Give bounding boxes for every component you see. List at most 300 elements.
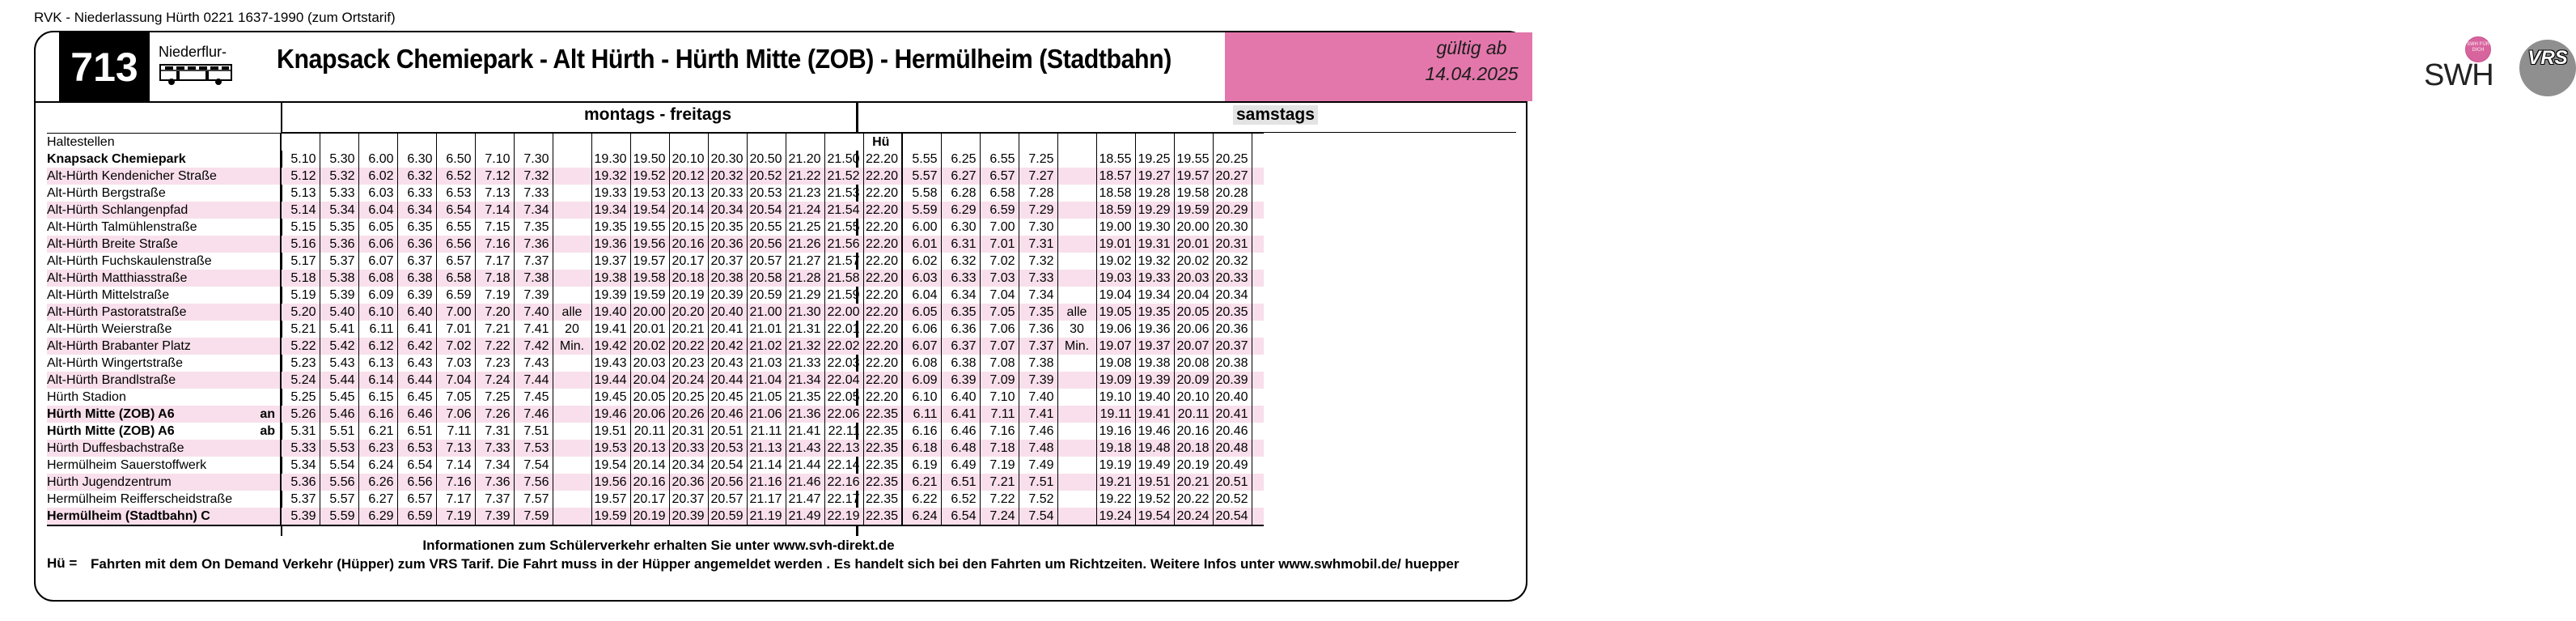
departure-time: 6.05 — [902, 304, 941, 321]
departure-time: 22.20 — [863, 168, 902, 185]
departure-time: 19.32 — [1135, 253, 1174, 270]
departure-time: 5.59 — [902, 202, 941, 219]
departure-time: 7.44 — [514, 372, 553, 389]
departure-time: 6.32 — [397, 168, 436, 185]
interval-note — [553, 270, 591, 287]
departure-time: 6.41 — [941, 406, 980, 423]
departure-time: 7.01 — [436, 321, 475, 338]
header-cell — [708, 134, 747, 151]
departure-time: 20.46 — [1213, 423, 1252, 440]
departure-time: 6.29 — [941, 202, 980, 219]
interval-note — [553, 287, 591, 304]
departure-time: 20.54 — [747, 202, 786, 219]
table-row — [47, 287, 1264, 304]
bus-icon — [159, 63, 233, 86]
departure-time: 19.22 — [1096, 491, 1135, 508]
departure-time: 21.50 — [824, 151, 863, 168]
departure-time: 7.24 — [980, 508, 1019, 525]
departure-time: 20.41 — [1213, 406, 1252, 423]
departure-time: 6.46 — [397, 406, 436, 423]
departure-time: 5.21 — [281, 321, 320, 338]
departure-time: 19.58 — [1174, 185, 1213, 202]
departure-time: 19.39 — [591, 287, 630, 304]
departure-time: 19.21 — [1096, 474, 1135, 491]
stop-name: Alt-Hürth Brabanter Platz — [47, 338, 251, 355]
departure-time: 22.20 — [863, 304, 902, 321]
departure-time: 19.56 — [630, 236, 669, 253]
interval-note — [1057, 372, 1096, 389]
departure-time: 22.35 — [863, 406, 902, 423]
departure-time: 22.20 — [863, 236, 902, 253]
departure-time: 22.03 — [824, 355, 863, 372]
departure-time: 6.10 — [902, 389, 941, 406]
departure-time: 20.43 — [708, 355, 747, 372]
departure-time: 21.31 — [786, 321, 824, 338]
stop-name: Alt-Hürth Schlangenpfad — [47, 202, 251, 219]
stop-arr-dep — [251, 168, 281, 185]
departure-time: 20.34 — [708, 202, 747, 219]
interval-note: alle — [553, 304, 591, 321]
departure-time: 5.51 — [320, 423, 358, 440]
departure-time: 7.33 — [514, 185, 553, 202]
departure-time: 6.45 — [397, 389, 436, 406]
departure-time: 21.04 — [747, 372, 786, 389]
interval-note — [553, 236, 591, 253]
departure-time: 19.56 — [591, 474, 630, 491]
departure-time: 7.11 — [980, 406, 1019, 423]
departure-time: 19.35 — [591, 219, 630, 236]
departure-time: 5.57 — [320, 491, 358, 508]
departure-time: 20.54 — [1213, 508, 1252, 525]
interval-note — [553, 185, 591, 202]
stop-arr-dep — [251, 202, 281, 219]
departure-time: 20.39 — [1213, 372, 1252, 389]
departure-time: 7.46 — [514, 406, 553, 423]
row-end — [1252, 168, 1264, 185]
departure-time: 20.53 — [708, 440, 747, 457]
departure-time: 19.57 — [630, 253, 669, 270]
interval-note — [1057, 236, 1096, 253]
departure-time: 20.18 — [669, 270, 708, 287]
departure-time: 21.29 — [786, 287, 824, 304]
departure-time: 20.37 — [1213, 338, 1252, 355]
departure-time: 18.57 — [1096, 168, 1135, 185]
departure-time: 7.45 — [514, 389, 553, 406]
departure-time: 19.43 — [591, 355, 630, 372]
footer-info: Informationen zum Schülerverkehr erhalten Sie unter www.svh-direkt.de — [422, 538, 895, 553]
stop-arr-dep — [251, 491, 281, 508]
departure-time: 6.59 — [436, 287, 475, 304]
interval-note — [553, 389, 591, 406]
interval-note — [1057, 253, 1096, 270]
interval-note: Min. — [1057, 338, 1096, 355]
departure-time: 5.43 — [320, 355, 358, 372]
valid-from-date: 14.04.2025 — [1425, 63, 1519, 84]
table-row — [47, 151, 1264, 168]
departure-time: 6.03 — [358, 185, 397, 202]
departure-time: 5.53 — [320, 440, 358, 457]
departure-time: 6.34 — [397, 202, 436, 219]
row-end — [1252, 491, 1264, 508]
departure-time: 6.50 — [436, 151, 475, 168]
departure-time: 6.41 — [397, 321, 436, 338]
departure-time: 20.49 — [1213, 457, 1252, 474]
departure-time: 21.13 — [747, 440, 786, 457]
departure-time: 6.33 — [397, 185, 436, 202]
departure-time: 20.41 — [708, 321, 747, 338]
departure-time: 20.17 — [630, 491, 669, 508]
table-row — [47, 202, 1264, 219]
row-end — [1252, 253, 1264, 270]
departure-time: 6.05 — [358, 219, 397, 236]
departure-time: 20.01 — [630, 321, 669, 338]
departure-time: 6.28 — [941, 185, 980, 202]
departure-time: 6.07 — [358, 253, 397, 270]
departure-time: 6.55 — [436, 219, 475, 236]
row-end — [1252, 304, 1264, 321]
departure-time: 22.20 — [863, 321, 902, 338]
table-row — [47, 304, 1264, 321]
departure-time: 6.54 — [436, 202, 475, 219]
departure-time: 19.42 — [591, 338, 630, 355]
stop-arr-dep — [251, 185, 281, 202]
table-row — [47, 270, 1264, 287]
departure-time: 6.36 — [397, 236, 436, 253]
stop-arr-dep — [251, 474, 281, 491]
departure-time: 20.34 — [669, 457, 708, 474]
departure-time: 19.53 — [630, 185, 669, 202]
row-end — [1252, 287, 1264, 304]
departure-time: 19.07 — [1096, 338, 1135, 355]
departure-time: 7.13 — [436, 440, 475, 457]
departure-time: 7.30 — [1019, 219, 1057, 236]
departure-time: 20.16 — [669, 236, 708, 253]
departure-time: 20.33 — [669, 440, 708, 457]
departure-time: 19.52 — [1135, 491, 1174, 508]
row-end — [1252, 457, 1264, 474]
departure-time: 5.30 — [320, 151, 358, 168]
departure-time: 20.22 — [1174, 491, 1213, 508]
departure-time: 20.32 — [708, 168, 747, 185]
departure-time: 6.21 — [902, 474, 941, 491]
departure-time: 19.41 — [1135, 406, 1174, 423]
departure-time: 19.52 — [630, 168, 669, 185]
departure-time: 19.00 — [1096, 219, 1135, 236]
departure-time: 7.28 — [1019, 185, 1057, 202]
departure-time: 5.36 — [320, 236, 358, 253]
departure-time: 7.37 — [514, 253, 553, 270]
departure-time: 7.29 — [1019, 202, 1057, 219]
departure-time: 20.30 — [708, 151, 747, 168]
departure-time: 5.41 — [320, 321, 358, 338]
departure-time: 20.39 — [669, 508, 708, 525]
departure-time: 7.56 — [514, 474, 553, 491]
departure-time: 22.20 — [863, 270, 902, 287]
departure-time: 20.51 — [708, 423, 747, 440]
departure-time: 6.15 — [358, 389, 397, 406]
interval-note — [1057, 168, 1096, 185]
departure-time: 20.16 — [630, 474, 669, 491]
departure-time: 5.37 — [281, 491, 320, 508]
departure-time: 7.36 — [475, 474, 514, 491]
departure-time: 19.46 — [1135, 423, 1174, 440]
departure-time: 7.31 — [1019, 236, 1057, 253]
departure-time: 21.59 — [824, 287, 863, 304]
header-cell — [1057, 134, 1096, 151]
departure-time: 20.19 — [669, 287, 708, 304]
departure-time: 19.11 — [1096, 406, 1135, 423]
departure-time: 7.49 — [1019, 457, 1057, 474]
departure-time: 6.08 — [358, 270, 397, 287]
departure-time: 20.56 — [747, 236, 786, 253]
departure-time: 22.35 — [863, 423, 902, 440]
departure-time: 6.43 — [397, 355, 436, 372]
header-cell — [475, 134, 514, 151]
header-cell — [1252, 134, 1264, 151]
departure-time: 6.14 — [358, 372, 397, 389]
departure-time: 19.10 — [1096, 389, 1135, 406]
departure-time: 21.32 — [786, 338, 824, 355]
departure-time: 7.10 — [475, 151, 514, 168]
departure-time: 7.54 — [1019, 508, 1057, 525]
departure-time: 5.44 — [320, 372, 358, 389]
departure-time: 20.20 — [669, 304, 708, 321]
departure-time: 21.27 — [786, 253, 824, 270]
departure-time: 6.36 — [941, 321, 980, 338]
departure-time: 20.33 — [1213, 270, 1252, 287]
interval-note — [1057, 440, 1096, 457]
departure-time: 6.39 — [397, 287, 436, 304]
departure-time: 19.37 — [591, 253, 630, 270]
departure-time: 7.37 — [475, 491, 514, 508]
departure-time: 22.20 — [863, 202, 902, 219]
departure-time: 21.25 — [786, 219, 824, 236]
departure-time: 19.36 — [1135, 321, 1174, 338]
departure-time: 7.22 — [980, 491, 1019, 508]
departure-time: 20.40 — [708, 304, 747, 321]
interval-note — [553, 457, 591, 474]
departure-time: 19.57 — [591, 491, 630, 508]
table-row — [47, 508, 1264, 525]
departure-time: 22.20 — [863, 151, 902, 168]
departure-time: 20.35 — [708, 219, 747, 236]
departure-time: 20.34 — [1213, 287, 1252, 304]
departure-time: 21.49 — [786, 508, 824, 525]
departure-time: 19.29 — [1135, 202, 1174, 219]
departure-time: 19.01 — [1096, 236, 1135, 253]
header-cell — [786, 134, 824, 151]
departure-time: 22.20 — [863, 372, 902, 389]
departure-time: 7.21 — [475, 321, 514, 338]
departure-time: 6.16 — [902, 423, 941, 440]
departure-time: 6.22 — [902, 491, 941, 508]
departure-time: 20.25 — [1213, 151, 1252, 168]
departure-time: 5.35 — [320, 219, 358, 236]
departure-time: 6.06 — [358, 236, 397, 253]
departure-time: 6.48 — [941, 440, 980, 457]
departure-time: 7.52 — [1019, 491, 1057, 508]
departure-time: 21.20 — [786, 151, 824, 168]
departure-time: 22.20 — [863, 389, 902, 406]
interval-note — [1057, 202, 1096, 219]
departure-time: 7.27 — [1019, 168, 1057, 185]
departure-time: 7.18 — [475, 270, 514, 287]
row-end — [1252, 185, 1264, 202]
departure-time: 7.02 — [436, 338, 475, 355]
departure-time: 7.26 — [475, 406, 514, 423]
departure-time: 7.39 — [514, 287, 553, 304]
departure-time: 6.52 — [436, 168, 475, 185]
departure-time: 22.01 — [824, 321, 863, 338]
departure-time: 6.00 — [358, 151, 397, 168]
departure-time: 22.00 — [824, 304, 863, 321]
departure-time: 5.19 — [281, 287, 320, 304]
stop-name: Alt-Hürth Talmühlenstraße — [47, 220, 197, 234]
stop-arr-dep — [251, 287, 281, 304]
stop-name: Hürth Stadion — [47, 390, 126, 404]
departure-time: 6.44 — [397, 372, 436, 389]
row-end — [1252, 202, 1264, 219]
departure-time: 19.55 — [1174, 151, 1213, 168]
departure-time: 7.14 — [436, 457, 475, 474]
departure-time: 7.15 — [475, 219, 514, 236]
header-cell — [436, 134, 475, 151]
departure-time: 7.16 — [436, 474, 475, 491]
departure-time: 22.20 — [863, 219, 902, 236]
departure-time: 6.57 — [436, 253, 475, 270]
departure-time: 5.38 — [320, 270, 358, 287]
departure-time: 20.52 — [1213, 491, 1252, 508]
departure-time: 20.13 — [630, 440, 669, 457]
departure-time: 6.03 — [902, 270, 941, 287]
interval-note: alle — [1057, 304, 1096, 321]
departure-time: 20.12 — [669, 168, 708, 185]
interval-note — [553, 355, 591, 372]
stop-name: Alt-Hürth Kendenicher Straße — [47, 168, 251, 185]
header-cell — [514, 134, 553, 151]
departure-time: 20.56 — [708, 474, 747, 491]
departure-time: 20.08 — [1174, 355, 1213, 372]
stop-name: Alt-Hürth Fuchskaulenstraße — [47, 254, 212, 268]
table-row — [47, 219, 1264, 236]
departure-time: 6.40 — [397, 304, 436, 321]
departure-time: 21.17 — [747, 491, 786, 508]
saturday-label: samstags — [1233, 105, 1318, 125]
departure-time: 20.04 — [1174, 287, 1213, 304]
departure-time: 19.45 — [591, 389, 630, 406]
departure-time: 21.19 — [747, 508, 786, 525]
departure-time: 19.31 — [1135, 236, 1174, 253]
interval-note — [553, 168, 591, 185]
stop-arr-dep — [251, 253, 281, 270]
bus-type-label: Niederflur- — [159, 44, 227, 60]
departure-time: 7.32 — [1019, 253, 1057, 270]
departure-time: 19.27 — [1135, 168, 1174, 185]
departure-time: 19.44 — [591, 372, 630, 389]
departure-time: 19.54 — [591, 457, 630, 474]
departure-time: 22.13 — [824, 440, 863, 457]
departure-time: 7.17 — [436, 491, 475, 508]
departure-time: 6.02 — [902, 253, 941, 270]
interval-note — [553, 491, 591, 508]
table-row — [47, 389, 1264, 406]
departure-time: 5.56 — [320, 474, 358, 491]
departure-time: 7.46 — [1019, 423, 1057, 440]
departure-time: 7.03 — [980, 270, 1019, 287]
departure-time: 5.14 — [281, 202, 320, 219]
departure-time: 7.32 — [514, 168, 553, 185]
stop-arr-dep: ab — [260, 424, 275, 438]
departure-time: 6.00 — [902, 219, 941, 236]
header-cell — [902, 134, 941, 151]
departure-time: 19.39 — [1135, 372, 1174, 389]
departure-time: 19.40 — [591, 304, 630, 321]
departure-time: 19.34 — [591, 202, 630, 219]
departure-time: 19.35 — [1135, 304, 1174, 321]
departure-time: 5.54 — [320, 457, 358, 474]
stop-name: Hermülheim (Stadtbahn) C — [47, 508, 251, 525]
departure-time: 5.26 — [281, 406, 320, 423]
departure-time: 20.15 — [669, 219, 708, 236]
departure-time: 20.55 — [747, 219, 786, 236]
departure-time: 20.10 — [1174, 389, 1213, 406]
departure-time: 5.18 — [281, 270, 320, 287]
departure-time: 19.54 — [630, 202, 669, 219]
header-cell — [824, 134, 863, 151]
departure-time: 20.36 — [708, 236, 747, 253]
stop-name: Hermülheim Reifferscheidstraße — [47, 492, 233, 506]
stop-arr-dep — [251, 389, 281, 406]
departure-time: 6.30 — [941, 219, 980, 236]
departure-time: 7.04 — [436, 372, 475, 389]
interval-note — [553, 151, 591, 168]
stop-name: Alt-Hürth Mittelstraße — [47, 288, 170, 302]
interval-note: 20 — [553, 321, 591, 338]
stop-arr-dep: an — [251, 406, 281, 423]
departure-time: 6.23 — [358, 440, 397, 457]
departure-time: 7.51 — [1019, 474, 1057, 491]
departure-time: 6.10 — [358, 304, 397, 321]
departure-time: 21.06 — [747, 406, 786, 423]
departure-time: 20.11 — [1174, 406, 1213, 423]
header-cell — [1174, 134, 1213, 151]
departure-time: 22.05 — [824, 389, 863, 406]
departure-time: 20.17 — [669, 253, 708, 270]
departure-time: 20.38 — [1213, 355, 1252, 372]
departure-time: 20.05 — [1174, 304, 1213, 321]
departure-time: 19.16 — [1096, 423, 1135, 440]
hu-explanation: Fahrten mit dem On Demand Verkehr (Hüpper) zum VRS Tarif. Die Fahrt muss in der Hüpper angemeldet werden . Es handelt sich bei den Fahrten um Richtzeiten. Weitere Infos unter www.swhmobil.de/ huepper — [91, 556, 1460, 572]
departure-time: 7.41 — [1019, 406, 1057, 423]
departure-time: 20.27 — [1213, 168, 1252, 185]
departure-time: 21.23 — [786, 185, 824, 202]
departure-time: 7.57 — [514, 491, 553, 508]
departure-time: 19.34 — [1135, 287, 1174, 304]
departure-time: 21.24 — [786, 202, 824, 219]
departure-time: 19.32 — [591, 168, 630, 185]
departure-time: 20.37 — [708, 253, 747, 270]
departure-time: 19.59 — [630, 287, 669, 304]
stop-name: Hermülheim Sauerstoffwerk — [47, 458, 207, 472]
interval-note: Min. — [553, 338, 591, 355]
departure-time: 22.20 — [863, 185, 902, 202]
departure-time: 20.19 — [1174, 457, 1213, 474]
departure-time: 19.48 — [1135, 440, 1174, 457]
departure-time: 21.52 — [824, 168, 863, 185]
departure-time: 7.36 — [514, 236, 553, 253]
departure-time: 7.07 — [980, 338, 1019, 355]
stop-arr-dep — [251, 457, 281, 474]
